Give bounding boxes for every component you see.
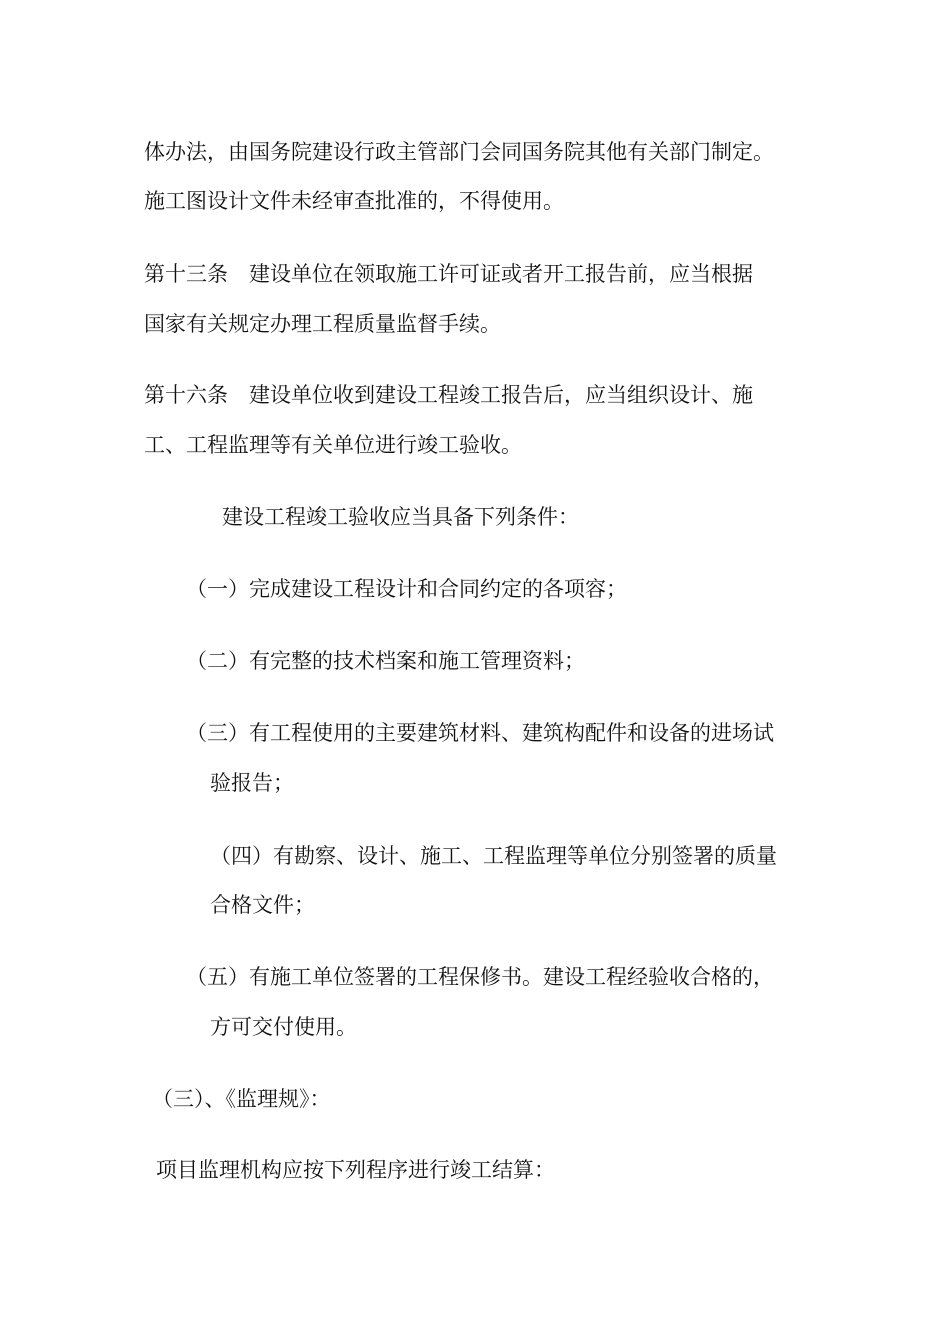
article-13-line-2: 国家有关规定办理工程质量监督手续。 — [144, 312, 501, 336]
text-line-1: 体办法，由国务院建设行政主管部门会同国务院其他有关部门制定。 — [144, 140, 774, 164]
article-13-line-1: 第十三条 建设单位在领取施工许可证或者开工报告前，应当根据 — [144, 262, 753, 286]
condition-3-line-1: （三）有工程使用的主要建筑材料、建筑构配件和设备的进场试 — [186, 721, 774, 745]
condition-3-line-2: 验报告； — [210, 771, 294, 795]
text-line-2: 施工图设计文件未经审查批准的，不得使用。 — [144, 189, 564, 213]
condition-4-line-1: （四）有勘察、设计、施工、工程监理等单位分别签署的质量 — [210, 844, 777, 868]
article-16-line-1: 第十六条 建设单位收到建设工程竣工报告后，应当组织设计、施 — [144, 383, 753, 407]
settlement-intro: 项目监理机构应按下列程序进行竣工结算： — [156, 1158, 555, 1182]
condition-2: （二）有完整的技术档案和施工管理资料； — [186, 649, 585, 673]
condition-4-line-2: 合格文件； — [210, 893, 315, 917]
condition-5-line-2: 方可交付使用。 — [210, 1015, 357, 1039]
article-16-line-2: 工、工程监理等有关单位进行竣工验收。 — [144, 433, 522, 457]
condition-5-line-1: （五）有施工单位签署的工程保修书。建设工程经验收合格的， — [186, 965, 774, 989]
condition-1: （一）完成建设工程设计和合同约定的各项容； — [186, 577, 627, 601]
section-heading: （三）、《监理规》： — [152, 1087, 331, 1111]
conditions-intro: 建设工程竣工验收应当具备下列条件： — [222, 505, 579, 529]
